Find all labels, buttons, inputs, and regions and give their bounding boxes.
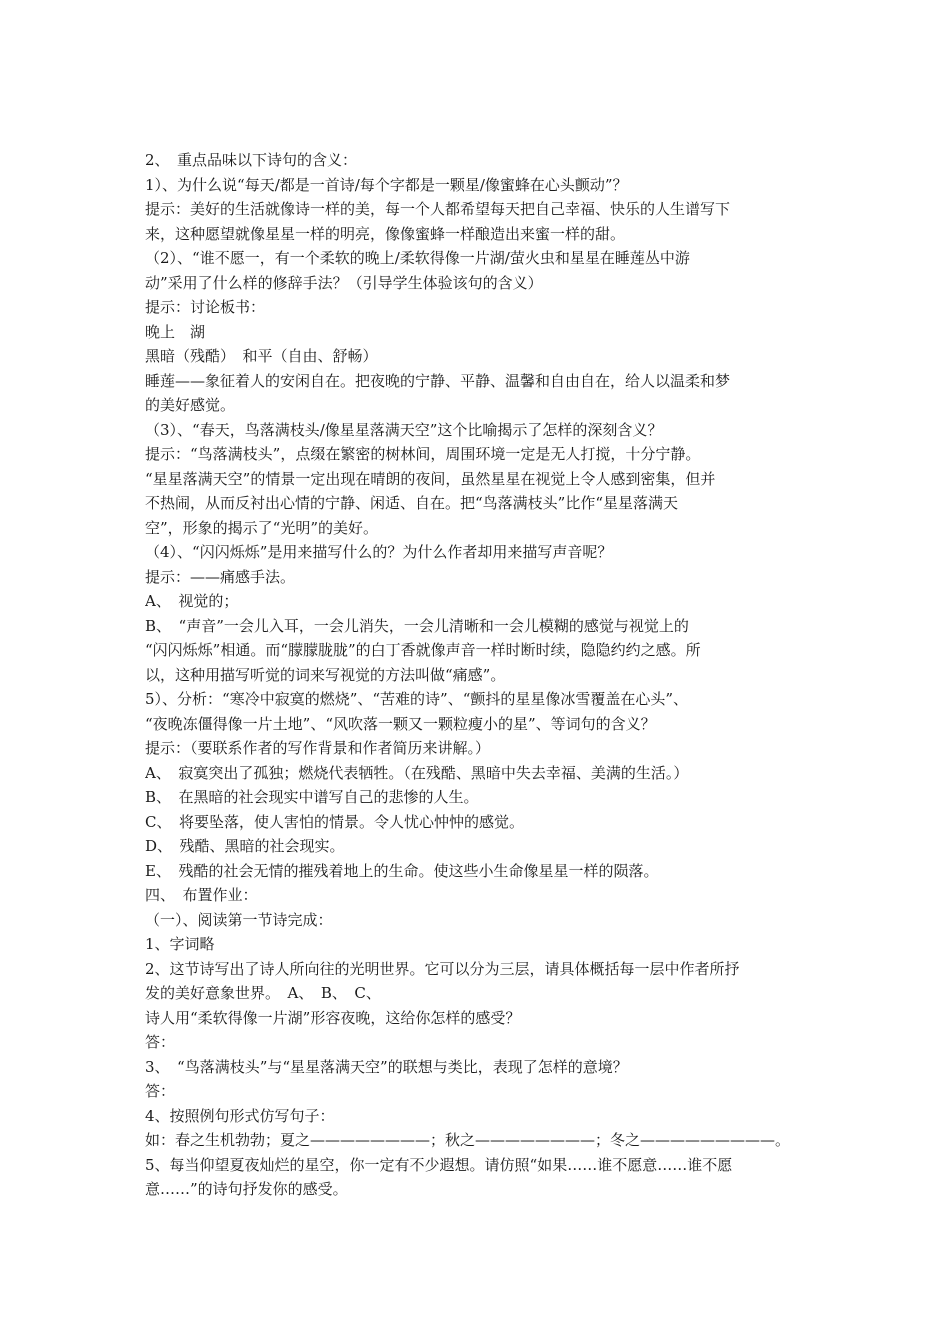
- text-line: B、 “声音”一会儿入耳，一会儿消失，一会儿清晰和一会儿模糊的感觉与视觉上的: [145, 616, 689, 635]
- text-line: 2、 重点品味以下诗句的含义：: [145, 151, 358, 169]
- document-body: [145, 148, 815, 1202]
- text-line: 意……”的诗句抒发你的感受。: [145, 1180, 348, 1198]
- text-line: 2、这节诗写出了诗人所向往的光明世界。它可以分为三层，请具体概括每一层中作者所抒: [145, 959, 740, 978]
- text-line: 1、字词略: [145, 935, 215, 953]
- text-line: 如：春之生机勃勃；夏之————————；秋之————————；冬之—————————。: [145, 1131, 791, 1149]
- text-line: 以，这种用描写听觉的词来写视觉的方法叫做“痛感”。: [145, 665, 506, 684]
- text-line: （一）、阅读第一节诗完成：: [145, 910, 333, 929]
- text-line: 的美好感觉。: [145, 396, 236, 414]
- text-line: 不热闹，从而反衬出心情的宁静、闲适、自在。把“鸟落满枝头”比作“星星落满天: [145, 494, 679, 512]
- text-line: 四、 布置作业：: [145, 886, 258, 904]
- text-line: 3、 “鸟落满枝头”与“星星落满天空”的联想与类比，表现了怎样的意境？: [145, 1057, 628, 1076]
- text-line: 黑暗（残酷） 和平（自由、舒畅）: [145, 347, 378, 365]
- text-line: A、 寂寞突出了孤独；燃烧代表牺牲。（在残酷、黑暗中失去幸福、美满的生活。）: [145, 763, 689, 782]
- text-line: D、 残酷、黑暗的社会现实。: [145, 837, 345, 855]
- text-line: 1）、为什么说“每天/都是一首诗/每个字都是一颗星/像蜜蜂在心头颤动”？: [145, 175, 628, 194]
- text-line: 发的美好意象世界。 A、 B、 C、: [145, 984, 381, 1002]
- text-line: 提示：讨论板书：: [145, 298, 266, 316]
- text-line: “星星落满天空”的情景一定出现在晴朗的夜间，虽然星星在视觉上令人感到密集，但并: [145, 469, 716, 488]
- text-line: C、 将要坠落，使人害怕的情景。令人忧心忡忡的感觉。: [145, 812, 524, 831]
- text-line: 4、按照例句形式仿写句子：: [145, 1106, 335, 1125]
- text-line: E、 残酷的社会无情的摧残着地上的生命。使这些小生命像星星一样的陨落。: [145, 861, 659, 880]
- text-line: 答：: [145, 1082, 176, 1100]
- text-line: 睡莲——象征着人的安闲自在。把夜晚的宁静、平静、温馨和自由自在，给人以温柔和梦: [145, 371, 731, 390]
- text-line: 提示：美好的生活就像诗一样的美，每一个人都希望每天把自己幸福、快乐的人生谱写下: [145, 200, 731, 218]
- text-line: 来，这种愿望就像星星一样的明亮，像像蜜蜂一样酿造出来蜜一样的甜。: [145, 224, 626, 243]
- text-line: 提示：“鸟落满枝头”，点缀在繁密的树林间，周围环境一定是无人打搅，十分宁静。: [145, 445, 701, 463]
- text-line: “闪闪烁烁”相通。而“朦朦胧胧”的白丁香就像声音一样时断时续，隐隐约约之感。所: [145, 641, 701, 659]
- text-line: 提示：——痛感手法。: [145, 567, 296, 586]
- text-line: 5）、分析：“寒冷中寂寞的燃烧”、“苦难的诗”、“颤抖的星星像冰雪覆盖在心头”、: [145, 690, 689, 708]
- text-line: 晚上 湖: [145, 322, 206, 341]
- text-line: 空”，形象的揭示了“光明”的美好。: [145, 518, 379, 537]
- text-line: A、 视觉的；: [145, 592, 239, 610]
- text-line: “夜晚冻僵得像一片土地”、“风吹落一颗又一颗粒瘦小的星”、等词句的含义？: [145, 714, 656, 733]
- text-line: 5、每当仰望夏夜灿烂的星空，你一定有不少遐想。请仿照“如果……谁不愿意……谁不愿: [145, 1155, 733, 1174]
- text-line: 答：: [145, 1033, 176, 1051]
- text-line: 诗人用“柔软得像一片湖”形容夜晚，这给你怎样的感受？: [145, 1008, 521, 1027]
- text-line: （2）、“谁不愿一，有一个柔软的晚上/柔软得像一片湖/萤火虫和星星在睡莲丛中游: [145, 249, 690, 267]
- text-line: 动”采用了什么样的修辞手法？（引导学生体验该句的含义）: [145, 273, 543, 292]
- text-line: （3）、“春天，鸟落满枝头/像星星落满天空”这个比喻揭示了怎样的深刻含义？: [145, 420, 663, 439]
- text-line: B、 在黑暗的社会现实中谱写自己的悲惨的人生。: [145, 788, 479, 806]
- text-line: 提示：（要联系作者的写作背景和作者简历来讲解。）: [145, 739, 491, 757]
- text-line: （4）、“闪闪烁烁”是用来描写什么的？为什么作者却用来描写声音呢？: [145, 543, 613, 561]
